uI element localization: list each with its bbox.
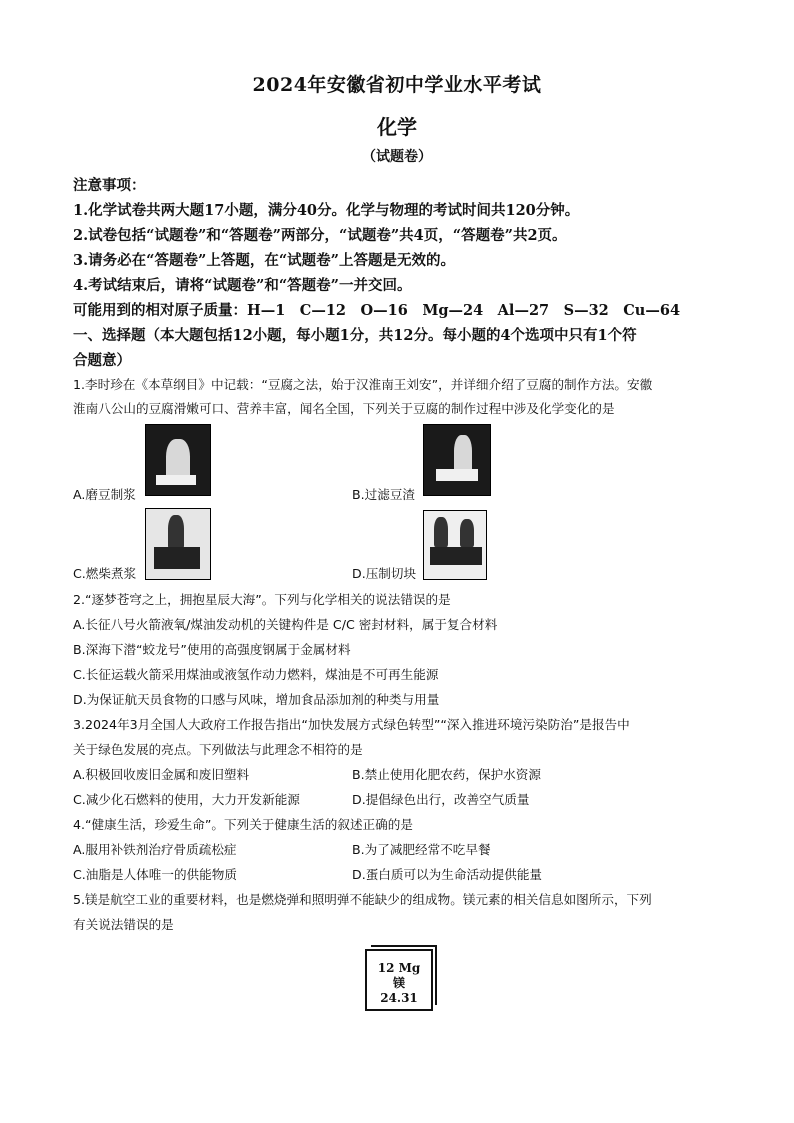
magnesium-element-cell: [365, 949, 433, 1011]
section1-heading: 一、选择题（本大题包括12小题，每小题1分，共12分。每小题的4个选项中只有1个符: [73, 327, 637, 344]
q3-stem-line1: 3.2024年3月全国人大政府工作报告指出“加快发展方式绿色转型”“深入推进环境污染防治”是报告中: [73, 717, 630, 732]
q4-option-c: C.油脂是人体唯一的供能物质: [73, 867, 237, 882]
q3-option-b: B.禁止使用化肥农药，保护水资源: [352, 767, 541, 782]
paper-type: （试题卷）: [362, 149, 432, 165]
q4-stem: 4.“健康生活，珍爱生命”。下列关于健康生活的叙述正确的是: [73, 817, 413, 832]
q2-option-a: A.长征八号火箭液氧/煤油发动机的关键构件是 C/C 密封材料，属于复合材料: [73, 617, 498, 632]
q3-option-c: C.减少化石燃料的使用，大力开发新能源: [73, 792, 300, 807]
notice-item-2: 2.试卷包括“试题卷”和“答题卷”两部分，“试题卷”共4页，“答题卷”共2页。: [73, 227, 567, 244]
tofu-pressing-image: [423, 510, 487, 580]
tofu-grinding-image: [145, 424, 211, 496]
q1-option-d: D.压制切块: [352, 566, 417, 581]
subject-title: 化学: [377, 115, 417, 139]
notice-item-3: 3.请务必在“答题卷”上答题，在“试题卷”上答题是无效的。: [73, 252, 455, 269]
tofu-boiling-image: [145, 508, 211, 580]
q2-option-d: D.为保证航天员食物的口感与风味，增加食品添加剂的种类与用量: [73, 692, 440, 707]
q1-stem-line1: 1.李时珍在《本草纲目》中记载：“豆腐之法，始于汉淮南王刘安”，并详细介绍了豆腐的制作方法。安徽: [73, 377, 653, 392]
q2-option-b: B.深海下潜“蛟龙号”使用的高强度钢属于金属材料: [73, 642, 351, 657]
element-number-symbol: 12 Mg: [377, 961, 421, 975]
q1-option-b: B.过滤豆渣: [352, 487, 416, 502]
q3-option-a: A.积极回收废旧金属和废旧塑料: [73, 767, 250, 782]
element-name: 镁: [392, 976, 405, 990]
q4-option-b: B.为了减肥经常不吃早餐: [352, 842, 491, 857]
q2-stem: 2.“逐梦苍穹之上，拥抱星辰大海”。下列与化学相关的说法错误的是: [73, 592, 451, 607]
exam-title: 2024年安徽省初中学业水平考试: [252, 74, 542, 96]
tofu-filtering-image: [423, 424, 491, 496]
q2-option-c: C.长征运载火箭采用煤油或液氢作动力燃料，煤油是不可再生能源: [73, 667, 439, 682]
q5-stem-line1: 5.镁是航空工业的重要材料，也是燃烧弹和照明弹不能缺少的组成物。镁元素的相关信息如图所示，下列: [73, 892, 652, 907]
q4-option-a: A.服用补铁剂治疗骨质疏松症: [73, 842, 237, 857]
element-mass: 24.31: [380, 991, 418, 1005]
atomic-masses: 可能用到的相对原子质量：H—1 C—12 O—16 Mg—24 Al—27 S—32 Cu—64: [73, 302, 681, 319]
q5-stem-line2: 有关说法错误的是: [73, 917, 174, 932]
q1-option-a: A.磨豆制浆: [73, 487, 136, 502]
notice-item-1: 1.化学试卷共两大题17小题，满分40分。化学与物理的考试时间共120分钟。: [73, 202, 580, 219]
section1-heading-cont: 合题意）: [73, 352, 131, 369]
notice-heading: 注意事项：: [73, 177, 146, 194]
q4-option-d: D.蛋白质可以为生命活动提供能量: [352, 867, 543, 882]
q3-stem-line2: 关于绿色发展的亮点。下列做法与此理念不相符的是: [73, 742, 363, 757]
notice-item-4: 4.考试结束后，请将“试题卷”和“答题卷”一并交回。: [73, 277, 412, 294]
q1-option-c: C.燃柴煮浆: [73, 566, 137, 581]
q3-option-d: D.提倡绿色出行，改善空气质量: [352, 792, 530, 807]
q1-stem-line2: 淮南八公山的豆腐滑嫩可口、营养丰富，闻名全国，下列关于豆腐的制作过程中涉及化学变化的是: [73, 401, 615, 416]
